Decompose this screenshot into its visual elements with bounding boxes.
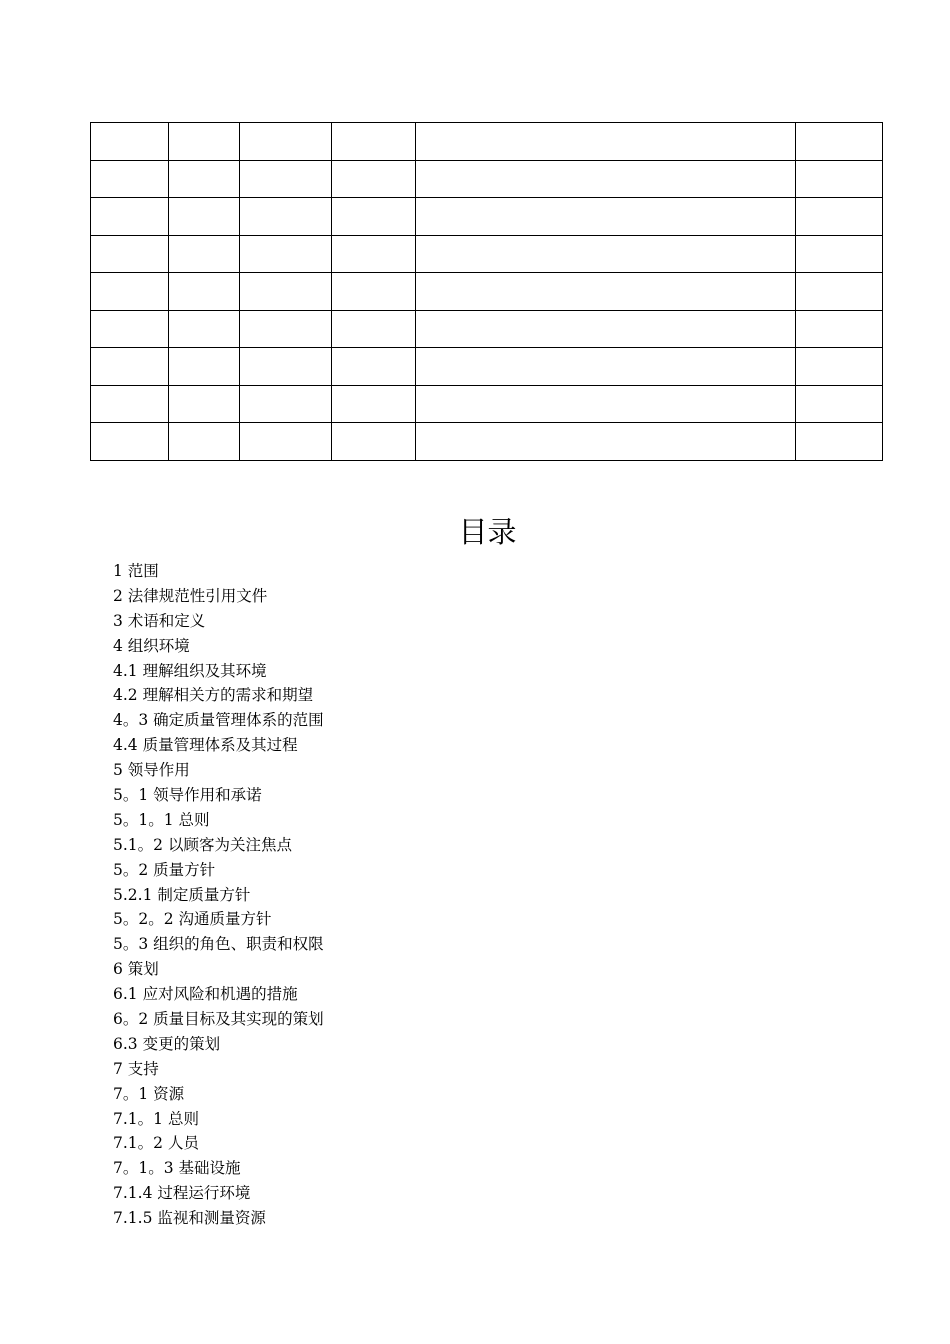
table-cell — [332, 385, 416, 423]
toc-entry: 4.1 理解组织及其环境 — [113, 661, 267, 680]
toc-entry: 6.3 变更的策划 — [113, 1034, 221, 1053]
table-cell — [332, 123, 416, 161]
table-cell — [416, 423, 796, 461]
table-cell — [169, 235, 240, 273]
toc-entry: 4.4 质量管理体系及其过程 — [113, 736, 298, 755]
table-row — [91, 423, 883, 461]
table-cell — [332, 235, 416, 273]
table-cell — [169, 160, 240, 198]
revision-record-table — [90, 122, 883, 461]
toc-entry: 7。1 资源 — [113, 1084, 185, 1103]
table-cell — [416, 123, 796, 161]
toc-entry: 7。1。3 基础设施 — [113, 1159, 241, 1178]
table-cell — [416, 310, 796, 348]
table-cell — [91, 198, 169, 236]
table-cell — [91, 123, 169, 161]
toc-entry: 3 术语和定义 — [113, 611, 206, 630]
table-cell — [796, 273, 883, 311]
table-cell — [332, 423, 416, 461]
table-row — [91, 160, 883, 198]
revision-table-body — [91, 123, 883, 461]
table-row — [91, 198, 883, 236]
table-row — [91, 273, 883, 311]
toc-entry: 5 领导作用 — [113, 761, 190, 780]
toc-entry: 6 策划 — [113, 960, 159, 979]
table-row — [91, 310, 883, 348]
table-cell — [240, 423, 332, 461]
toc-entry: 5。2。2 沟通质量方针 — [113, 910, 272, 929]
table-row — [91, 348, 883, 386]
toc-entry: 7.1.5 监视和测量资源 — [113, 1209, 266, 1228]
table-cell — [416, 160, 796, 198]
toc-list — [113, 559, 324, 1231]
toc-entry: 2 法律规范性引用文件 — [113, 586, 268, 605]
table-cell — [169, 198, 240, 236]
table-cell — [169, 273, 240, 311]
table-cell — [91, 235, 169, 273]
table-cell — [796, 160, 883, 198]
table-cell — [796, 198, 883, 236]
table-cell — [91, 310, 169, 348]
table-cell — [416, 198, 796, 236]
table-cell — [416, 385, 796, 423]
toc-entry: 5。3 组织的角色、职责和权限 — [113, 935, 324, 954]
table-cell — [240, 310, 332, 348]
table-row — [91, 235, 883, 273]
table-cell — [796, 123, 883, 161]
table-cell — [796, 348, 883, 386]
table-cell — [240, 273, 332, 311]
toc-entry: 5.2.1 制定质量方针 — [113, 885, 251, 904]
toc-entry: 6。2 质量目标及其实现的策划 — [113, 1010, 324, 1029]
table-row — [91, 123, 883, 161]
toc-entry: 4 组织环境 — [113, 636, 190, 655]
table-cell — [332, 348, 416, 386]
table-cell — [91, 385, 169, 423]
toc-entry: 7.1。2 人员 — [113, 1134, 199, 1153]
table-row — [91, 385, 883, 423]
table-cell — [91, 348, 169, 386]
toc-entry: 7 支持 — [113, 1059, 159, 1078]
table-cell — [169, 348, 240, 386]
toc-entry: 4.2 理解相关方的需求和期望 — [113, 686, 314, 705]
table-cell — [240, 198, 332, 236]
toc-entry: 5。1。1 总则 — [113, 810, 210, 829]
table-cell — [240, 348, 332, 386]
table-cell — [169, 385, 240, 423]
table-cell — [91, 160, 169, 198]
table-cell — [169, 123, 240, 161]
table-cell — [332, 198, 416, 236]
toc-entry: 7.1。1 总则 — [113, 1109, 199, 1128]
table-cell — [332, 310, 416, 348]
table-cell — [240, 385, 332, 423]
toc-entry: 6.1 应对风险和机遇的措施 — [113, 985, 298, 1004]
table-cell — [169, 310, 240, 348]
toc-entry: 4。3 确定质量管理体系的范围 — [113, 711, 324, 730]
table-cell — [240, 160, 332, 198]
table-cell — [91, 273, 169, 311]
table-cell — [240, 123, 332, 161]
table-cell — [240, 235, 332, 273]
toc-entry: 5.1。2 以顾客为关注焦点 — [113, 835, 292, 854]
table-cell — [416, 235, 796, 273]
table-cell — [91, 423, 169, 461]
table-cell — [796, 235, 883, 273]
table-cell — [332, 273, 416, 311]
table-cell — [796, 310, 883, 348]
table-cell — [796, 385, 883, 423]
toc-entry: 5。1 领导作用和承诺 — [113, 786, 262, 805]
toc-title: 目录 — [458, 515, 517, 549]
table-cell — [796, 423, 883, 461]
toc-entry: 7.1.4 过程运行环境 — [113, 1184, 251, 1203]
table-cell — [332, 160, 416, 198]
toc-entry: 1 范围 — [113, 562, 159, 580]
toc-entry: 5。2 质量方针 — [113, 860, 216, 879]
table-cell — [416, 273, 796, 311]
table-cell — [416, 348, 796, 386]
table-cell — [169, 423, 240, 461]
